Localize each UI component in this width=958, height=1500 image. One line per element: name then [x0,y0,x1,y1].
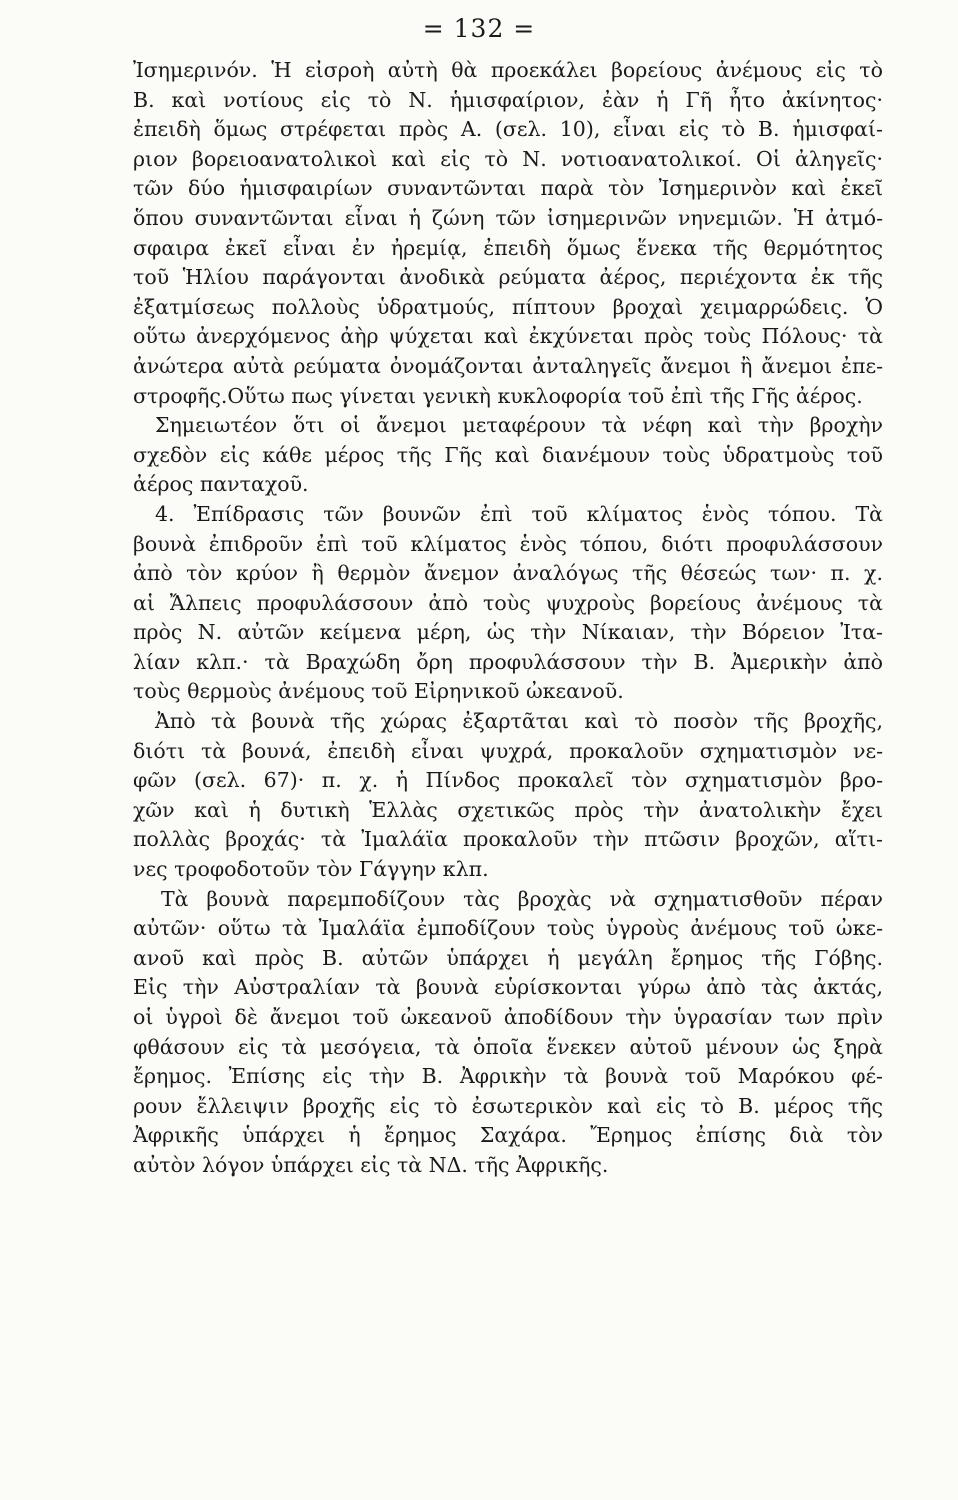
text-line: ρουν ἔλλειψιν βροχῆς εἰς τὸ ἐσωτερικὸν καὶ εἰς τὸ Β. μέρος τῆς [133,1093,883,1118]
text-line: ἀπὸ τὸν κρύον ἢ θερμὸν ἄνεμον ἀναλόγως τῆς θέσεώς των· π. χ. [133,561,883,586]
text-line: πρὸς Ν. αὐτῶν κείμενα μέρη, ὡς τὴν Νίκαιαν, τὴν Βόρειον Ἰτα- [133,620,883,645]
text-line: 4. Ἐπίδρασις τῶν βουνῶν ἐπὶ τοῦ κλίματος ἑνὸς τόπου. Τὰ [155,501,883,526]
text-line: τῶν δύο ἡμισφαιρίων συναντῶνται παρὰ τὸν Ἰσημερινὸν καὶ ἐκεῖ [133,176,883,201]
text-line: Β. καὶ νοτίους εἰς τὸ Ν. ἡμισφαίριον, ἐὰν ἡ Γῆ ἦτο ἀκίνητος· [133,87,883,112]
text-line: νες τροφοδοτοῦν τὸν Γάγγην κλπ. [133,857,489,882]
text-line: σφαιρα ἐκεῖ εἶναι ἐν ἠρεμίᾳ, ἐπειδὴ ὅμως ἕνεκα τῆς θερμότητος [133,235,883,260]
text-line: τοὺς θερμοὺς ἀνέμους τοῦ Εἰρηνικοῦ ὠκεανοῦ. [133,679,624,704]
text-line: βουνὰ ἐπιδροῦν ἐπὶ τοῦ κλίματος ἑνὸς τόπου, διότι προφυλάσσουν [133,531,883,556]
text-line: ὅπου συναντῶνται εἶναι ἡ ζώνη τῶν ἰσημερινῶν νηνεμιῶν. Ἡ ἀτμό- [133,205,883,230]
text-line: Εἰς τὴν Αὐστραλίαν τὰ βουνὰ εὑρίσκονται γύρω ἀπὸ τὰς ἀκτάς, [133,975,883,1000]
text-line: φῶν (σελ. 67)· π. χ. ἡ Πίνδος προκαλεῖ τὸν σχηματισμὸν βρο- [133,768,883,793]
text-line: ἐπειδὴ ὅμως στρέφεται πρὸς Α. (σελ. 10), εἶναι εἰς τὸ Β. ἡμισφαί- [133,117,883,142]
text-line: Ἀπὸ τὰ βουνὰ τῆς χώρας ἐξαρτᾶται καὶ τὸ ποσὸν τῆς βροχῆς, [155,709,883,734]
text-line: οἱ ὑγροὶ δὲ ἄνεμοι τοῦ ὠκεανοῦ ἀποδίδουν τὴν ὑγρασίαν των πρὶν [133,1005,883,1029]
paragraph [133,411,883,500]
text-line: λίαν κλπ.· τὰ Βραχώδη ὄρη προφυλάσσουν τὴν Β. Ἀμερικὴν ἀπὸ [133,649,883,674]
text-line: Ἀφρικῆς ὑπάρχει ἡ ἔρημος Σαχάρα. Ἔρημος ἐπίσης διὰ τὸν [133,1123,883,1148]
text-line: ἀνώτερα αὐτὰ ρεύματα ὀνομάζονται ἀνταληγεῖς ἄνεμοι ἢ ἄνεμοι ἐπε- [133,353,883,378]
text-line: Ἰσημερινόν. Ἡ εἰσροὴ αὐτὴ θὰ προεκάλει βορείους ἀνέμους εἰς τὸ [133,58,883,82]
text-line: διότι τὰ βουνά, ἐπειδὴ εἶναι ψυχρά, προκαλοῦν σχηματισμὸν νε- [133,738,883,763]
text-line: στροφῆς.Οὕτω πως γίνεται γενικὴ κυκλοφορία τοῦ ἐπὶ τῆς Γῆς ἀέρος. [133,383,863,408]
text-line: αἱ Ἄλπεις προφυλάσσουν ἀπὸ τοὺς ψυχροὺς βορείους ἀνέμους τὰ [133,590,883,615]
text-line: ἀέρος πανταχοῦ. [133,472,309,497]
text-line: χῶν καὶ ἡ δυτικὴ Ἑλλὰς σχετικῶς πρὸς τὴν ἀνατολικὴν ἔχει [133,797,883,822]
text-line: σχεδὸν εἰς κάθε μέρος τῆς Γῆς καὶ διανέμουν τοὺς ὑδρατμοὺς τοῦ [133,442,883,467]
text-line: Σημειωτέον ὅτι οἱ ἄνεμοι μεταφέρουν τὰ νέφη καὶ τὴν βροχὴν [155,413,883,438]
text-line: ανοῦ καὶ πρὸς Β. αὐτῶν ὑπάρχει ἡ μεγάλη ἔρημος τῆς Γόβης. [133,945,883,970]
page-number: = 132 = [422,14,536,43]
paragraph [133,500,883,707]
body-text [133,56,883,1181]
text-line: ἔρημος. Ἐπίσης εἰς τὴν Β. Ἀφρικὴν τὰ βουνὰ τοῦ Μαρόκου φέ- [133,1064,883,1089]
text-line: ἐξατμίσεως πολλοὺς ὑδρατμούς, πίπτουν βροχαὶ χειμαρρώδεις. Ὁ [133,294,883,319]
paragraph [133,885,883,1181]
text-line: ριον βορειοανατολικοὶ καὶ εἰς τὸ Ν. νοτιοανατολικοί. Οἱ ἀληγεῖς· [133,146,883,171]
paragraph [133,707,883,885]
text-line: τοῦ Ἡλίου παράγονται ἀνοδικὰ ρεύματα ἀέρος, περιέχοντα ἐκ τῆς [133,265,883,290]
text-line: Τὰ βουνὰ παρεμποδίζουν τὰς βροχὰς νὰ σχηματισθοῦν πέραν [161,886,883,911]
text-line: πολλὰς βροχάς· τὰ Ἰμαλάϊα προκαλοῦν τὴν πτῶσιν βροχῶν, αἵτι- [133,827,883,852]
text-line: οὕτω ἀνερχόμενος ἀὴρ ψύχεται καὶ ἐκχύνεται πρὸς τοὺς Πόλους· τὰ [133,324,883,349]
text-line: αὐτὸν λόγον ὑπάρχει εἰς τὰ ΝΔ. τῆς Ἀφρικῆς. [133,1152,609,1177]
text-line: φθάσουν εἰς τὰ μεσόγεια, τὰ ὁποῖα ἕνεκεν αὐτοῦ μένουν ὡς ξηρὰ [133,1034,883,1059]
paragraph [133,56,883,411]
text-line: αὐτῶν· οὕτω τὰ Ἰμαλάϊα ἐμποδίζουν τοὺς ὑγροὺς ἀνέμους τοῦ ὠκε- [133,916,883,941]
